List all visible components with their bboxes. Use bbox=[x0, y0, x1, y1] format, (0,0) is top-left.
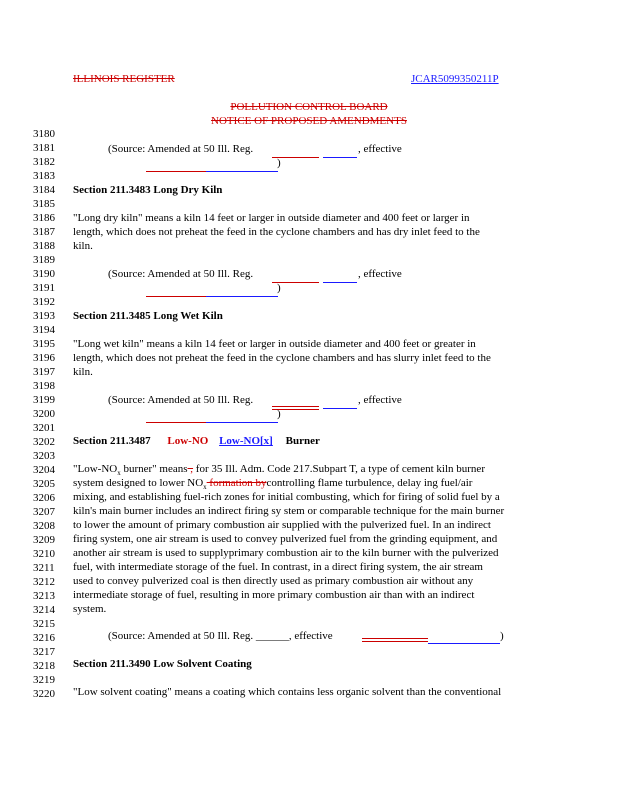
jcar-code: JCAR5099350211P bbox=[411, 73, 499, 85]
closing-paren: ) bbox=[277, 408, 281, 420]
deleted-title: Low-NO bbox=[167, 435, 209, 447]
paragraph-line bbox=[73, 477, 472, 491]
paragraph-line: length, which does not preheat the feed in the cyclone chambers and has slurry inlet feed to the bbox=[73, 352, 491, 364]
inserted-blank bbox=[323, 157, 357, 158]
effective-label: , effective bbox=[288, 630, 333, 642]
deleted-blank bbox=[362, 641, 428, 642]
inserted-blank bbox=[323, 408, 357, 409]
line-number: 3215 bbox=[33, 618, 55, 630]
inserted-blank bbox=[323, 282, 357, 283]
inserted-title: Low-NO[x] bbox=[219, 435, 273, 447]
section-heading-3490: Section 211.3490 Low Solvent Coating bbox=[73, 658, 252, 670]
effective-label: , effective bbox=[358, 268, 402, 280]
line-number: 3184 bbox=[33, 184, 55, 196]
notice-title: NOTICE OF PROPOSED AMENDMENTS bbox=[211, 115, 407, 127]
text-run: burner" means bbox=[120, 463, 188, 475]
line-number: 3208 bbox=[33, 520, 55, 532]
source-prefix: (Source: Amended at 50 Ill. Reg. bbox=[108, 143, 254, 155]
source-note-3490 bbox=[108, 630, 333, 642]
line-number: 3187 bbox=[33, 226, 55, 238]
deleted-text: formation by bbox=[206, 477, 267, 489]
deleted-blank bbox=[362, 638, 428, 639]
line-number: 3193 bbox=[33, 310, 55, 322]
deleted-blank bbox=[146, 296, 206, 297]
paragraph-line: firing system, one air stream is used to convey pulverized fuel from the grinding equipment, and bbox=[73, 533, 498, 545]
line-number: 3189 bbox=[33, 254, 55, 266]
inserted-blank bbox=[206, 171, 278, 172]
subscript-x: x bbox=[117, 469, 121, 478]
line-number: 3214 bbox=[33, 604, 55, 616]
text-run: controlling flame turbulence, delay ing fuel/air bbox=[266, 477, 473, 489]
paragraph-line: "Long dry kiln" means a kiln 14 feet or larger in outside diameter and 400 feet or larger in bbox=[73, 212, 470, 224]
line-number: 3201 bbox=[33, 422, 55, 434]
inserted-blank bbox=[428, 643, 500, 644]
closing-paren: ) bbox=[277, 282, 281, 294]
source-note-3483 bbox=[108, 143, 253, 155]
line-number: 3207 bbox=[33, 506, 55, 518]
line-number: 3188 bbox=[33, 240, 55, 252]
paragraph-line: another air stream is used to supplyprimary combustion air to the kiln burner with the pulverized bbox=[73, 547, 499, 559]
line-number: 3204 bbox=[33, 464, 55, 476]
text-run: system designed to lower NO bbox=[73, 477, 204, 489]
section-number: Section 211.3487 bbox=[73, 435, 151, 447]
line-number: 3212 bbox=[33, 576, 55, 588]
line-number: 3192 bbox=[33, 296, 55, 308]
line-number: 3186 bbox=[33, 212, 55, 224]
source-prefix: (Source: Amended at 50 Ill. Reg. bbox=[108, 394, 254, 406]
source-note-3487 bbox=[108, 394, 253, 406]
deleted-blank bbox=[146, 171, 206, 172]
line-number: 3217 bbox=[33, 646, 55, 658]
line-number: 3205 bbox=[33, 478, 55, 490]
paragraph-line: mixing, and establishing fuel-rich zones for initial combusting, which for firing of solid fuel by a bbox=[73, 491, 500, 503]
paragraph-line: kiln. bbox=[73, 366, 93, 378]
line-number: 3199 bbox=[33, 394, 55, 406]
deleted-blank bbox=[272, 406, 319, 407]
source-prefix: (Source: Amended at 50 Ill. Reg. bbox=[108, 268, 254, 280]
line-number: 3200 bbox=[33, 408, 55, 420]
paragraph-line: system. bbox=[73, 603, 107, 615]
source-prefix: (Source: Amended at 50 Ill. Reg. bbox=[108, 630, 254, 642]
paragraph-line: to lower the amount of primary combustion air supplied with the pulverized fuel. In an indirect bbox=[73, 519, 491, 531]
paragraph-line: "Low solvent coating" means a coating which contains less organic solvent than the conventional bbox=[73, 686, 502, 698]
paragraph-line: "Long wet kiln" means a kiln 14 feet or larger in outside diameter and 400 feet or greater in bbox=[73, 338, 476, 350]
line-number: 3182 bbox=[33, 156, 55, 168]
closing-paren: ) bbox=[277, 157, 281, 169]
line-number: 3180 bbox=[33, 128, 55, 140]
line-number: 3196 bbox=[33, 352, 55, 364]
line-number: 3218 bbox=[33, 660, 55, 672]
line-number: 3191 bbox=[33, 282, 55, 294]
line-number: 3181 bbox=[33, 142, 55, 154]
line-number: 3209 bbox=[33, 534, 55, 546]
paragraph-line: fuel, with intermediate storage of the fuel. In contrast, in a direct firing system, the air stream bbox=[73, 561, 483, 573]
section-heading-3487 bbox=[73, 435, 320, 447]
effective-label: , effective bbox=[358, 143, 402, 155]
register-title: ILLINOIS REGISTER bbox=[73, 73, 175, 85]
line-number: 3195 bbox=[33, 338, 55, 350]
paragraph-line: kiln's main burner includes an indirect firing sy stem or comparable technique for the main burner bbox=[73, 505, 505, 517]
paragraph-line: intermediate storage of fuel, resulting in more primary combustion air than with an indirect bbox=[73, 589, 475, 601]
closing-paren: ) bbox=[500, 630, 504, 642]
inserted-blank bbox=[206, 296, 278, 297]
line-number: 3219 bbox=[33, 674, 55, 686]
agency-title: POLLUTION CONTROL BOARD bbox=[230, 101, 388, 113]
line-number: 3190 bbox=[33, 268, 55, 280]
section-heading-3485: Section 211.3485 Long Wet Kiln bbox=[73, 310, 223, 322]
line-number: 3211 bbox=[33, 562, 55, 574]
line-number: 3213 bbox=[33, 590, 55, 602]
deleted-comma: , bbox=[187, 463, 194, 475]
effective-label: , effective bbox=[358, 394, 402, 406]
paragraph-line: used to convey pulverized coal is then directly used as primary combustion air without any bbox=[73, 575, 474, 587]
paragraph-line: length, which does not preheat the feed in the cyclone chambers and has dry inlet feed to the bbox=[73, 226, 480, 238]
source-note-3485 bbox=[108, 268, 253, 280]
section-heading-3483: Section 211.3483 Long Dry Kiln bbox=[73, 184, 223, 196]
blank: ______ bbox=[255, 630, 289, 642]
inserted-blank bbox=[206, 422, 278, 423]
line-number: 3185 bbox=[33, 198, 55, 210]
text-run: "Low-NO bbox=[73, 463, 118, 475]
paragraph-line: kiln. bbox=[73, 240, 93, 252]
line-number: 3183 bbox=[33, 170, 55, 182]
line-number: 3220 bbox=[33, 688, 55, 700]
section-title-suffix: Burner bbox=[285, 435, 320, 447]
deleted-blank bbox=[146, 422, 206, 423]
line-number: 3194 bbox=[33, 324, 55, 336]
line-number: 3203 bbox=[33, 450, 55, 462]
line-number: 3206 bbox=[33, 492, 55, 504]
line-number: 3202 bbox=[33, 436, 55, 448]
line-number: 3216 bbox=[33, 632, 55, 644]
line-number: 3197 bbox=[33, 366, 55, 378]
paragraph-line bbox=[73, 463, 485, 477]
line-number: 3210 bbox=[33, 548, 55, 560]
line-number: 3198 bbox=[33, 380, 55, 392]
text-run: for 35 Ill. Adm. Code 217.Subpart T, a type of cement kiln burner bbox=[193, 463, 485, 475]
subscript-x: x bbox=[203, 483, 207, 492]
